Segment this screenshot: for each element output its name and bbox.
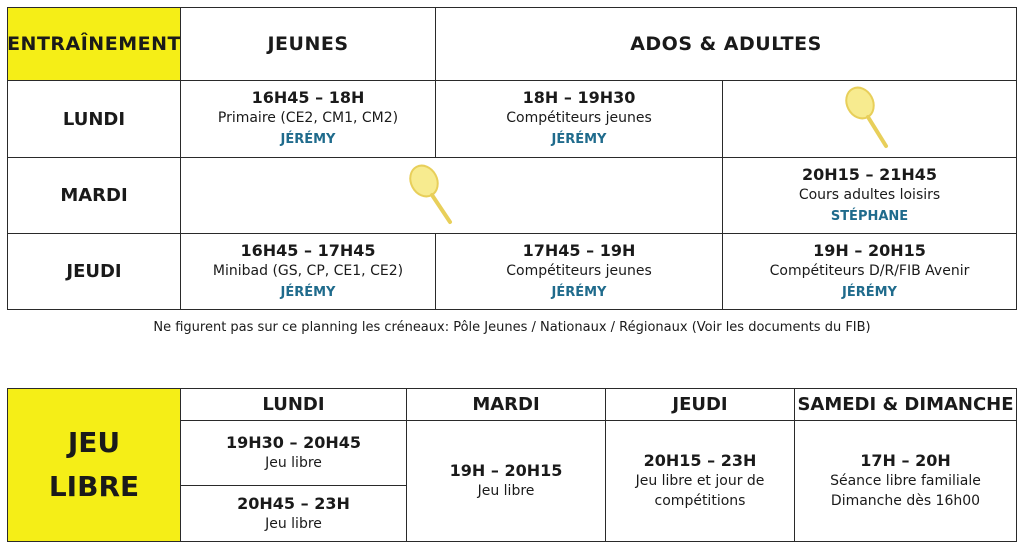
slot-description: Compétiteurs D/R/FIB Avenir xyxy=(769,262,970,279)
slot-jeudi-ados xyxy=(435,233,723,310)
day-label: JEUDI xyxy=(672,394,728,415)
slot-time: 16H45 – 18H xyxy=(251,88,365,107)
training-corner-header xyxy=(7,7,181,81)
slot-time: 20H45 – 23H xyxy=(237,493,350,513)
slot-time: 19H – 20H15 xyxy=(449,461,563,480)
row-header-mardi xyxy=(7,157,181,234)
slot-time: 20H15 – 21H45 xyxy=(802,164,937,184)
column-label-jeunes: JEUNES xyxy=(267,33,349,55)
coach-name: JÉRÉMY xyxy=(842,284,897,300)
coach-name: STÉPHANE xyxy=(830,208,909,224)
jeu-libre-title-line1: JEU xyxy=(67,426,121,459)
column-label-ados: ADOS & ADULTES xyxy=(630,33,822,55)
coach-name: JÉRÉMY xyxy=(280,284,336,300)
jeu-header-lundi xyxy=(180,388,407,421)
slot-description: Compétiteurs jeunes xyxy=(506,110,652,126)
slot-jeudi-jeunes xyxy=(180,233,436,310)
day-label: LUNDI xyxy=(262,394,325,415)
slot-time: 16H45 – 17H45 xyxy=(240,240,376,260)
slot-lundi-jeunes xyxy=(180,80,436,158)
jeu-header-jeudi xyxy=(605,388,795,421)
slot-mardi-adultes xyxy=(722,157,1017,234)
day-label: SAMEDI & DIMANCHE xyxy=(797,394,1014,415)
jeu-header-mardi xyxy=(406,388,606,421)
schedule-note: Ne figurent pas sur ce planning les créneaux: Pôle Jeunes / Nationaux / Régionaux (Voir les documents du FIB) xyxy=(153,320,871,335)
slot-description: compétitions xyxy=(654,493,746,509)
jeu-header-weekend xyxy=(794,388,1017,421)
day-label-mardi: MARDI xyxy=(60,185,128,206)
training-title: ENTRAÎNEMENT xyxy=(7,33,181,55)
slot-time: 19H30 – 20H45 xyxy=(226,433,361,452)
slot-description: Minibad (GS, CP, CE1, CE2) xyxy=(212,262,404,279)
slot-jeudi-adultes xyxy=(722,233,1017,310)
badminton-racket-icon xyxy=(842,84,894,152)
slot-description: Jeu libre xyxy=(265,515,322,532)
slot-description: Primaire (CE2, CM1, CM2) xyxy=(217,110,399,126)
jeu-slot-weekend xyxy=(794,420,1017,542)
day-label-jeudi: JEUDI xyxy=(66,261,122,282)
jeu-slot-lundi-2 xyxy=(180,485,407,542)
slot-description: Jeu libre et jour de xyxy=(635,473,765,489)
coach-name: JÉRÉMY xyxy=(280,132,336,147)
jeu-slot-mardi xyxy=(406,420,606,542)
slot-description: Cours adultes loisirs xyxy=(798,186,941,203)
jeu-slot-jeudi xyxy=(605,420,795,542)
slot-time: 19H – 20H15 xyxy=(813,240,926,260)
slot-description: Jeu libre xyxy=(265,455,322,471)
slot-lundi-ados xyxy=(435,80,723,158)
slot-time: 18H – 19H30 xyxy=(522,88,636,107)
slot-time: 17H – 20H xyxy=(860,451,951,470)
column-header-ados-adultes xyxy=(435,7,1017,81)
slot-time: 20H15 – 23H xyxy=(643,451,757,470)
jeu-libre-title-cell xyxy=(7,388,181,542)
slot-description: Jeu libre xyxy=(477,483,535,499)
jeu-slot-lundi-1 xyxy=(180,420,407,486)
slot-description: Séance libre familiale xyxy=(830,473,981,489)
row-header-jeudi xyxy=(7,233,181,310)
slot-time: 17H45 – 19H xyxy=(522,240,636,260)
day-label: MARDI xyxy=(472,394,540,415)
badminton-racket-icon xyxy=(406,162,458,228)
slot-description: Compétiteurs jeunes xyxy=(506,262,652,279)
jeu-libre-title-line2: LIBRE xyxy=(48,470,140,503)
column-header-jeunes xyxy=(180,7,436,81)
slot-description: Dimanche dès 16h00 xyxy=(830,493,981,509)
coach-name: JÉRÉMY xyxy=(551,132,607,147)
day-label-lundi: LUNDI xyxy=(62,108,126,130)
coach-name: JÉRÉMY xyxy=(551,284,607,300)
row-header-lundi xyxy=(7,80,181,158)
